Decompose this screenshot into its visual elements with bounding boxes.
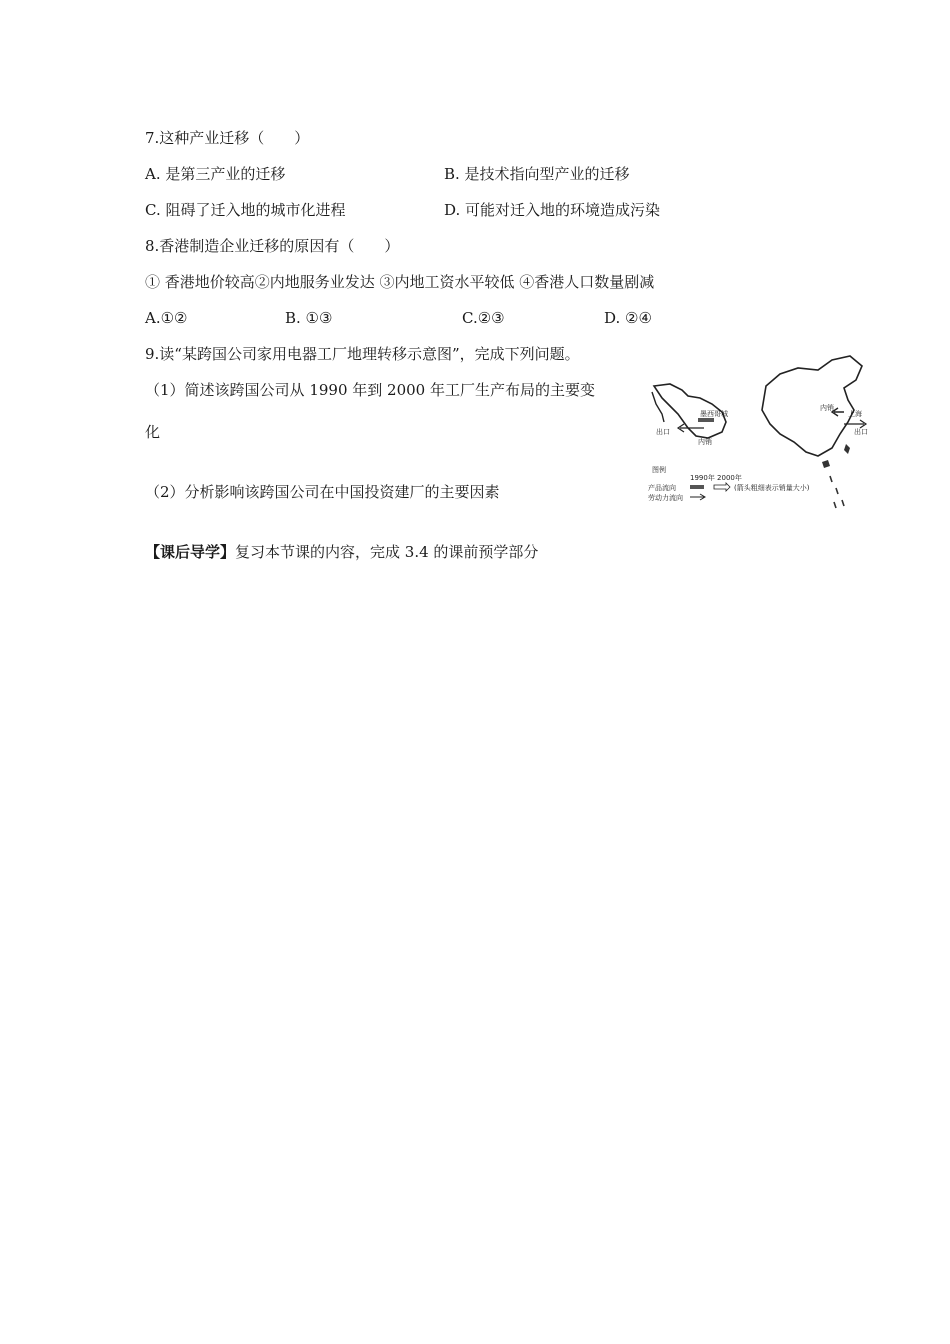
- label-export-right: 出口: [854, 428, 868, 436]
- label-mexico-city: 墨西哥城: [700, 410, 728, 418]
- mexico-labor-arrow: [698, 418, 714, 422]
- q7-option-c: C. 阻碍了迁入地的城市化进程: [145, 201, 346, 219]
- q8-option-a: A.①②: [145, 309, 188, 327]
- legend-labor: 劳动力流向: [648, 494, 683, 502]
- legend-product-arrow: [690, 485, 704, 489]
- after-class-guide: [145, 542, 538, 562]
- legend-title: 图例: [652, 466, 666, 474]
- q7-option-a: A. 是第三产业的迁移: [145, 165, 286, 183]
- china-export-arrow: [844, 420, 866, 428]
- map-legend: [648, 465, 810, 502]
- q8-stem: 8.香港制造企业迁移的原因有（ ）: [145, 237, 400, 255]
- q8-option-b: B. ①③: [285, 309, 333, 327]
- q9-sub2: （2）分析影响该跨国公司在中国投资建厂的主要因素: [145, 483, 500, 501]
- q8-reasons: ① 香港地价较高②内地服务业发达 ③内地工资水平较低 ④香港人口数量剧减: [145, 273, 655, 291]
- q7-option-d: D. 可能对迁入地的环境造成污染: [444, 201, 661, 219]
- factory-transfer-map: [648, 352, 870, 514]
- label-shanghai: 上海: [848, 410, 862, 418]
- after-class-label: 【课后导学】: [145, 543, 236, 561]
- label-domestic-left: 内销: [698, 438, 712, 446]
- after-class-text: 复习本节课的内容，完成 3.4 的课前预学部分: [235, 543, 539, 561]
- q9-sub1-line2: 化: [145, 423, 161, 441]
- taiwan-outline: [844, 444, 850, 454]
- legend-note: (箭头粗细表示销量大小): [734, 484, 810, 492]
- legend-product: 产品流向: [648, 484, 676, 492]
- q7-stem: 7.这种产业迁移（ ）: [145, 129, 310, 147]
- hainan-outline: [822, 460, 830, 468]
- legend-hollow-arrow: [714, 483, 730, 491]
- baja-peninsula: [652, 392, 664, 422]
- south-sea-islands: [830, 476, 844, 508]
- q9-sub1-line1: （1）简述该跨国公司从 1990 年到 2000 年工厂生产布局的主要变: [145, 381, 595, 399]
- china-outline: [762, 356, 862, 456]
- legend-labor-arrow: [690, 494, 705, 500]
- label-domestic-right: 内销: [820, 404, 834, 412]
- q8-option-d: D. ②④: [604, 309, 652, 327]
- legend-years: 1990年 2000年: [690, 474, 742, 482]
- q7-option-b: B. 是技术指向型产业的迁移: [444, 165, 630, 183]
- q8-option-c: C.②③: [462, 309, 505, 327]
- label-export-left: 出口: [656, 428, 670, 436]
- q9-stem: 9.读“某跨国公司家用电器工厂地理转移示意图”，完成下列问题。: [145, 345, 580, 363]
